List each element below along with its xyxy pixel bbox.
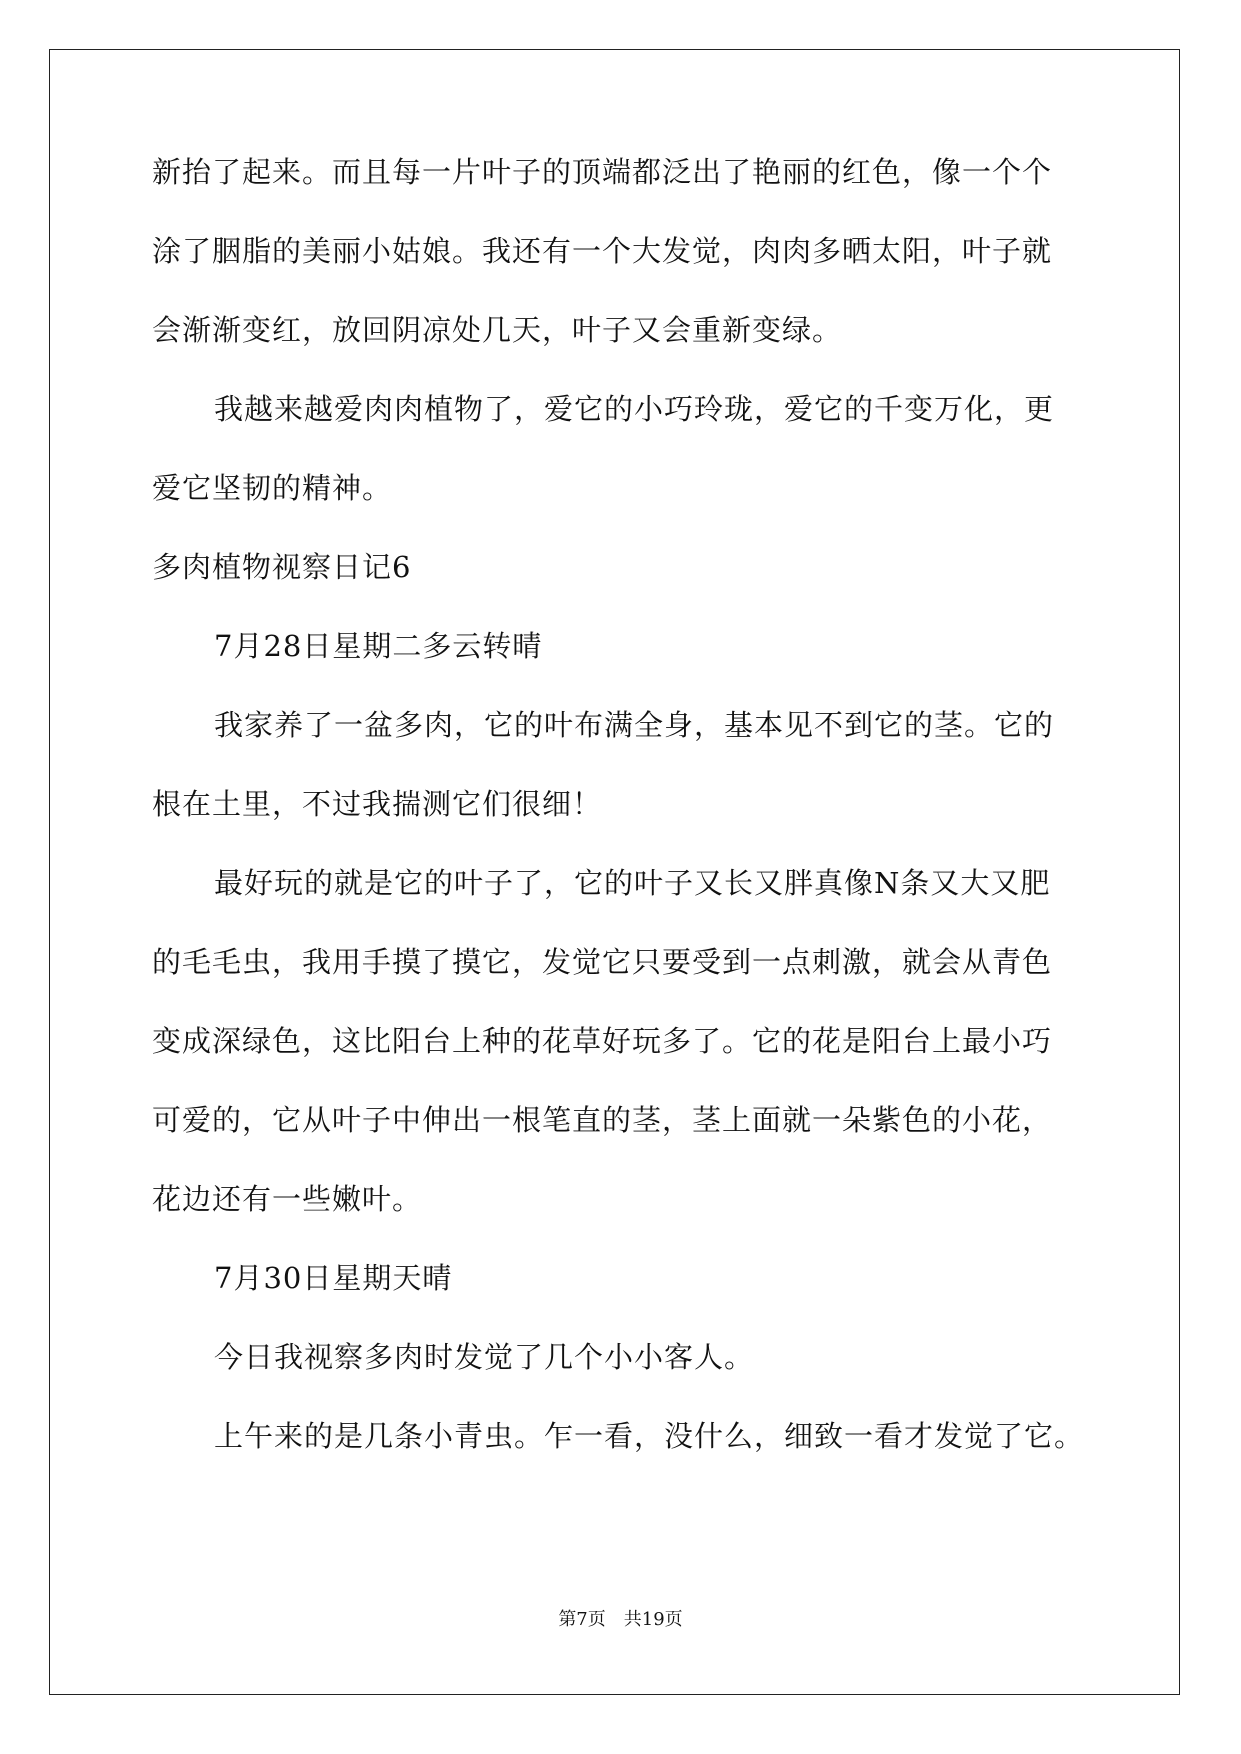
paragraph-start-line: 上午来的是几条小青虫。乍一看，没什么，细致一看才发觉了它。	[214, 1419, 1085, 1453]
section-heading: 多肉植物视察日记6	[152, 550, 412, 584]
page-number-footer: 第7页 共19页	[558, 1609, 683, 1630]
paragraph-start-line: 我越来越爱肉肉植物了，爱它的小巧玲珑，爱它的千变万化，更	[214, 392, 1055, 426]
text-line: 花边还有一些嫩叶。	[152, 1182, 423, 1216]
diary-date-line: 7月30日星期天晴	[214, 1261, 453, 1295]
text-line: 根在土里，不过我揣测它们很细！	[152, 787, 603, 821]
text-line: 会渐渐变红，放回阴凉处几天，叶子又会重新变绿。	[152, 313, 843, 347]
paragraph-start-line: 今日我视察多肉时发觉了几个小小客人。	[214, 1340, 755, 1374]
paragraph-start-line: 我家养了一盆多肉，它的叶布满全身，基本见不到它的茎。它的	[214, 708, 1055, 742]
text-line: 涂了胭脂的美丽小姑娘。我还有一个大发觉，肉肉多晒太阳，叶子就	[152, 234, 1053, 268]
text-line: 可爱的，它从叶子中伸出一根笔直的茎，茎上面就一朵紫色的小花，	[152, 1103, 1053, 1137]
text-line: 变成深绿色，这比阳台上种的花草好玩多了。它的花是阳台上最小巧	[152, 1024, 1053, 1058]
text-line: 爱它坚韧的精神。	[152, 471, 393, 505]
diary-date-line: 7月28日星期二多云转晴	[214, 629, 543, 663]
text-line: 的毛毛虫，我用手摸了摸它，发觉它只要受到一点刺激，就会从青色	[152, 945, 1053, 979]
text-line: 新抬了起来。而且每一片叶子的顶端都泛出了艳丽的红色，像一个个	[152, 155, 1053, 189]
paragraph-start-line: 最好玩的就是它的叶子了，它的叶子又长又胖真像N条又大又肥	[214, 866, 1051, 900]
